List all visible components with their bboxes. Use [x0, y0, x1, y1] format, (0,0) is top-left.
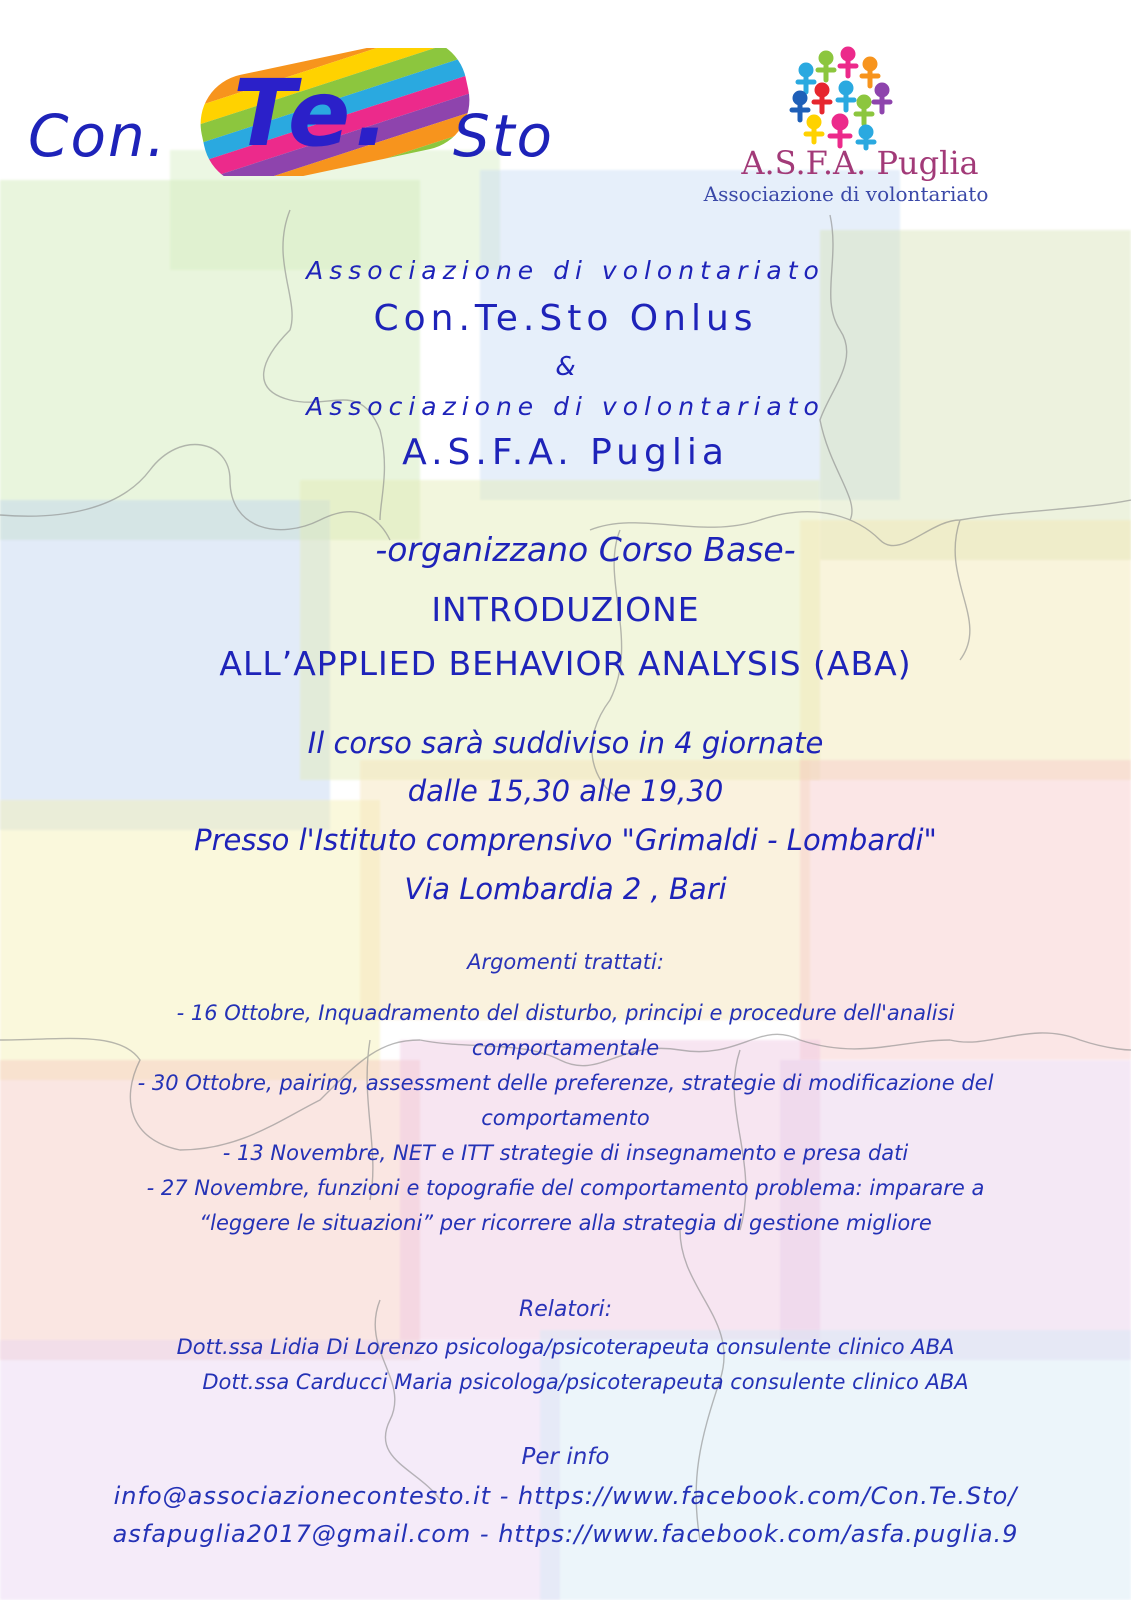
- contesto-logo: [28, 40, 573, 190]
- topic-line: - 16 Ottobre, Inquadramento del disturbo, principi e procedure dell'analisi: [176, 1001, 955, 1025]
- contacts-title: Per info: [521, 1444, 610, 1470]
- topic-line: comportamento: [481, 1106, 650, 1130]
- topic-line: - 13 Novembre, NET e ITT strategie di insegnamento e presa dati: [222, 1141, 909, 1165]
- course-address: Via Lombardia 2 , Bari: [404, 872, 727, 906]
- topic-line: “leggere le situazioni” per ricorrere alla strategia di gestione migliore: [199, 1211, 932, 1235]
- contact-line-2: asfapuglia2017@gmail.com - https://www.facebook.com/asfa.puglia.9: [112, 1520, 1019, 1548]
- course-title-line-2: ALL’APPLIED BEHAVIOR ANALYSIS (ABA): [219, 644, 912, 683]
- logo-text-con: Con.: [28, 102, 168, 170]
- asfa-logo: [676, 40, 1016, 215]
- logo-text-te: Te.: [233, 60, 394, 167]
- topic-line: comportamentale: [471, 1036, 660, 1060]
- people-globe-icon: [786, 40, 898, 152]
- org-name-asfa: A.S.F.A. Puglia: [402, 432, 729, 473]
- logo-text-sto: Sto: [453, 102, 555, 170]
- asfa-logo-tagline: Associazione di volontariato: [703, 182, 989, 206]
- asfa-logo-name: A.S.F.A. Puglia: [741, 144, 979, 182]
- org-name-contesto: Con.Te.Sto Onlus: [373, 298, 758, 339]
- speakers-title: Relatori:: [518, 1297, 613, 1322]
- topic-line: - 27 Novembre, funzioni e topografie del comportamento problema: imparare a: [146, 1176, 985, 1200]
- topics-list: [20, 996, 1111, 1241]
- course-hours: dalle 15,30 alle 19,30: [407, 774, 724, 808]
- ampersand: &: [555, 352, 576, 382]
- topics-title: Argomenti trattati:: [467, 950, 664, 974]
- course-title-line-1: INTRODUZIONE: [431, 590, 700, 629]
- association-line-1: Associazione di volontariato: [306, 256, 825, 285]
- speaker-line: Dott.ssa Lidia Di Lorenzo psicologa/psicoterapeuta consulente clinico ABA: [176, 1335, 955, 1359]
- contact-line-1: info@associazionecontesto.it - https://www.facebook.com/Con.Te.Sto/: [113, 1482, 1018, 1510]
- topic-line: - 30 Ottobre, pairing, assessment delle preferenze, strategie di modificazione del: [137, 1071, 994, 1095]
- course-venue: Presso l'Istituto comprensivo "Grimaldi - Lombardi": [194, 823, 937, 857]
- organize-line: -organizzano Corso Base-: [375, 530, 796, 569]
- course-duration: Il corso sarà suddiviso in 4 giornate: [307, 726, 824, 760]
- speaker-line: Dott.ssa Carducci Maria psicologa/psicoterapeuta consulente clinico ABA: [202, 1370, 969, 1394]
- association-line-2: Associazione di volontariato: [306, 392, 825, 421]
